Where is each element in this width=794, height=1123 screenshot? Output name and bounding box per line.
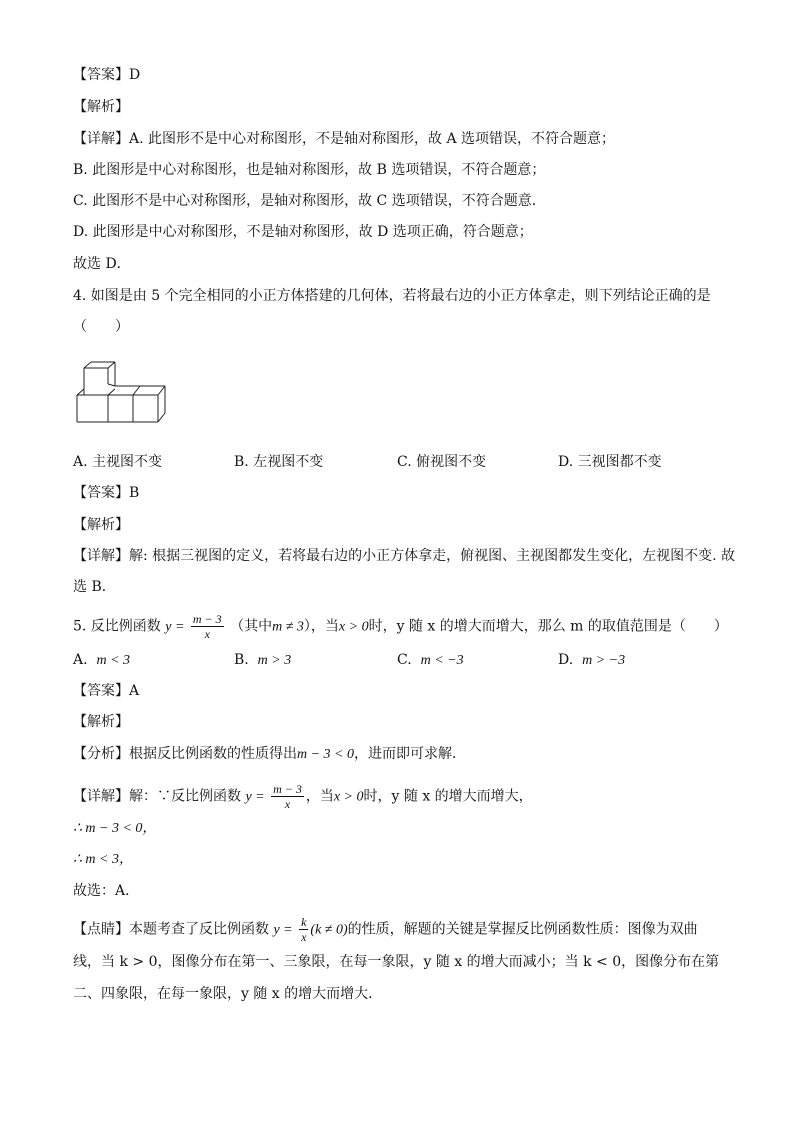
line-step-3: 故选：A． [73,883,140,899]
q5-mid: （其中 [230,618,273,635]
fenxi-inequality: m − 3 < 0 [297,747,355,762]
line-detail-4a: 【详解】解: 根据三视图的定义，若将最右边的小正方体拿走，俯视图、主视图都发生变化，左视图不变. 故 [73,548,736,564]
detail5-x-positive: x > 0 [333,789,364,805]
detail5-prefix: 【详解】解：∵反比例函数 [73,788,241,805]
detail5-y-equals: y = [245,789,265,805]
line-step-2: ∴ m < 3， [73,852,133,867]
line-dianjing-1 [73,915,698,944]
fenxi-suffix: ，进而即可求解． [354,746,467,762]
detail5-post: ，当 [305,788,334,805]
line-answer-3: 【答案】D [73,67,141,83]
q5-y-equals: y = [165,619,185,635]
line-answer-4: 【答案】B [73,485,140,501]
option-4c: C. 俯视图不变 [397,454,487,470]
option-5d-letter: D. [558,652,574,668]
line-fenxi-5 [73,744,466,765]
dianjing-condition: (k ≠ 0) [310,922,348,938]
option-5b [234,650,291,671]
line-dianjing-3: 二、四象限，在每一象限，y 随 x 的增大而增大． [73,986,383,1002]
line-detail-a: 【详解】A. 此图形不是中心对称图形，不是轴对称图形，故 A 选项错误，不符合题意； [73,131,616,147]
question-4-bracket: （ ） [73,319,129,335]
option-4a: A. 主视图不变 [73,454,163,470]
detail5-tail: 时，y 随 x 的增大而增大， [363,788,533,805]
dianjing-denominator: x [301,930,307,944]
fenxi-prefix: 【分析】根据反比例函数的性质得出 [73,746,297,762]
question-4: 4. 如图是由 5 个完全相同的小正方体搭建的几何体，若将最右边的小正方体拿走，则下列结论正确的是 [73,288,711,304]
line-detail-5 [73,782,533,811]
cube-figure [75,355,175,427]
line-analysis-5: 【解析】 [73,714,129,730]
line-choose-d: 故选 D． [73,256,131,272]
line-detail-c: C. 此图形不是中心对称图形，是轴对称图形，故 C 选项错误，不符合题意． [73,193,546,209]
option-5a [73,650,130,671]
q5-numerator: m − 3 [192,612,222,626]
option-5d [558,650,625,671]
dianjing-numerator: k [301,915,307,929]
line-detail-b: B. 此图形是中心对称图形，也是轴对称图形，故 B 选项错误，不符合题意； [73,162,546,178]
dianjing-fraction [299,915,308,944]
line-analysis-3: 【解析】 [73,99,129,115]
q5-fraction [191,612,224,641]
option-5c [397,650,464,671]
option-5b-letter: B. [234,652,249,668]
detail5-numerator: m − 3 [273,782,302,796]
option-5c-value: m < −3 [420,653,464,668]
line-step-1: ∴ m − 3 < 0， [73,821,157,836]
detail5-denominator: x [284,797,291,811]
q5-condition: m ≠ 3 [272,619,304,635]
q5-x-positive: x > 0 [338,619,369,635]
option-5a-letter: A. [73,652,88,668]
line-detail-4b: 选 B． [73,579,116,595]
option-5c-letter: C. [397,652,412,668]
q5-denominator: x [204,627,210,641]
dianjing-prefix: 【点睛】本题考查了反比例函数 [73,921,269,938]
option-4d: D. 三视图都不变 [558,454,662,470]
line-dianjing-2: 线，当 k > 0，图像分布在第一、三象限，在每一象限，y 随 x 的增大而减小；当 k < 0，图像分布在第 [73,954,720,970]
line-answer-5: 【答案】A [73,683,140,699]
detail5-fraction [271,782,304,811]
q5-tail: 时，y 随 x 的增大而增大，那么 m 的取值范围是（ ） [368,618,728,635]
option-5d-value: m > −3 [582,653,626,668]
dianjing-y-equals: y = [273,922,293,938]
option-5b-value: m > 3 [257,653,292,668]
question-5 [73,612,728,641]
option-5a-value: m < 3 [96,653,131,668]
line-detail-d: D. 此图形是中心对称图形，不是轴对称图形，故 D 选项正确，符合题意； [73,224,533,240]
q5-prefix: 5. 反比例函数 [73,618,161,635]
q5-post: ），当 [303,618,339,635]
option-4b: B. 左视图不变 [234,454,324,470]
line-analysis-4: 【解析】 [73,517,129,533]
dianjing-suffix: 的性质，解题的关键是掌握反比例函数性质：图像为双曲 [347,921,698,938]
